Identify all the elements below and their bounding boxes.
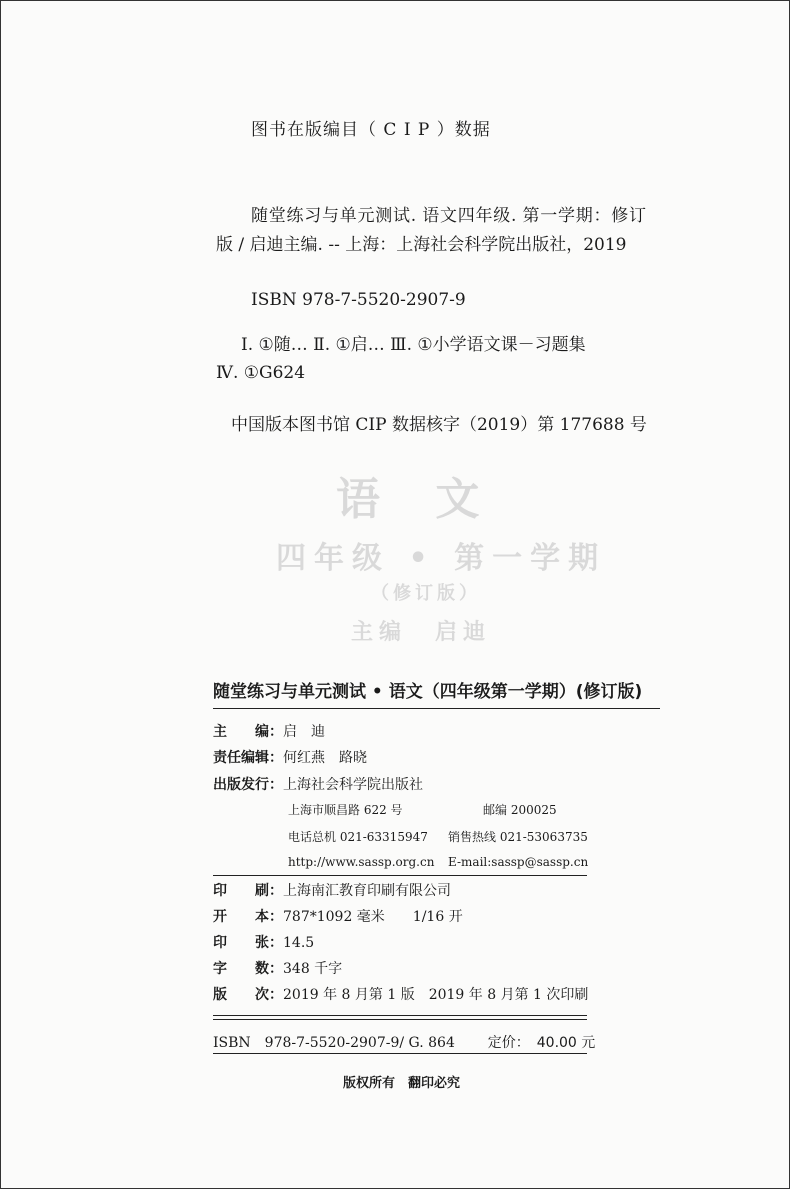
price: 定价： 40.00 元 (487, 1035, 596, 1051)
isbn-price-line (213, 1032, 595, 1052)
printer-row (213, 880, 451, 900)
edition-row (213, 984, 588, 1004)
format-label: 开 本： (213, 909, 283, 925)
bleed-through-title: 语 文 (336, 474, 500, 525)
cip-classification-2: Ⅳ. ①G624 (216, 363, 306, 383)
edition-value: 2019 年 8 月第 1 版 2019 年 8 月第 1 次印刷 (283, 987, 589, 1003)
copyright-notice: 版权所有 翻印必究 (343, 1076, 461, 1091)
sheets-label: 印 张： (213, 935, 283, 951)
sheets-value: 14.5 (283, 935, 315, 951)
bleed-through-editor: 主编 启迪 (351, 620, 492, 645)
responsible-editor-value: 何红燕 路晓 (283, 750, 367, 766)
bleed-through-grade: 四年级 • 第一学期 (276, 541, 607, 576)
bleed-through-edition: （修订版） (371, 583, 481, 604)
cip-isbn: ISBN 978-7-5520-2907-9 (251, 290, 466, 310)
divider-publisher (213, 875, 587, 876)
responsible-editor-label: 责任编辑： (213, 750, 283, 766)
isbn-code: ISBN 978-7-5520-2907-9/ G. 864 (213, 1035, 455, 1051)
publisher-row (213, 774, 423, 794)
responsible-editor-row (213, 747, 367, 767)
book-title: 随堂练习与单元测试 • 语文（四年级第一学期）(修订版) (213, 677, 660, 709)
divider-isbn (213, 1053, 587, 1054)
sheets-row (213, 932, 314, 952)
cip-classification-1: Ⅰ. ①随… Ⅱ. ①启… Ⅲ. ①小学语文课－习题集 (241, 335, 586, 355)
editor-row (213, 721, 325, 741)
publisher-value: 上海社会科学院出版社 (283, 777, 423, 793)
editor-value: 启 迪 (283, 724, 325, 740)
cip-record-number: 中国版本图书馆 CIP 数据核字（2019）第 177688 号 (231, 415, 647, 435)
words-value: 348 千字 (283, 961, 343, 977)
publisher-label: 出版发行： (213, 777, 283, 793)
sales-hotline: 销售热线 021-53063735 (448, 830, 588, 844)
divider-edition-double (213, 1019, 587, 1020)
divider-edition (213, 1015, 587, 1016)
edition-label: 版 次： (213, 987, 283, 1003)
format-row (213, 906, 463, 926)
editor-label: 主 编： (213, 724, 283, 740)
format-value: 787*1092 毫米 1/16 开 (283, 909, 463, 925)
words-row (213, 958, 342, 978)
publisher-postcode: 邮编 200025 (483, 803, 557, 817)
colophon (213, 677, 643, 1091)
words-label: 字 数： (213, 961, 283, 977)
printer-value: 上海南汇教育印刷有限公司 (283, 883, 451, 899)
publisher-website[interactable]: http://www.sassp.org.cn (288, 855, 435, 869)
cip-description: 随堂练习与单元测试. 语文四年级. 第一学期：修订版 / 启迪主编. -- 上海：上海社会科学院出版社，2019 (216, 206, 646, 255)
publisher-email[interactable]: E-mail:sassp@sassp.cn (448, 855, 589, 869)
publisher-phone: 电话总机 021-63315947 (288, 830, 428, 844)
cip-title: 图书在版编目（ C I P ）数据 (251, 120, 491, 140)
publisher-address: 上海市顺昌路 622 号 (288, 803, 403, 817)
printer-label: 印 刷： (213, 883, 283, 899)
